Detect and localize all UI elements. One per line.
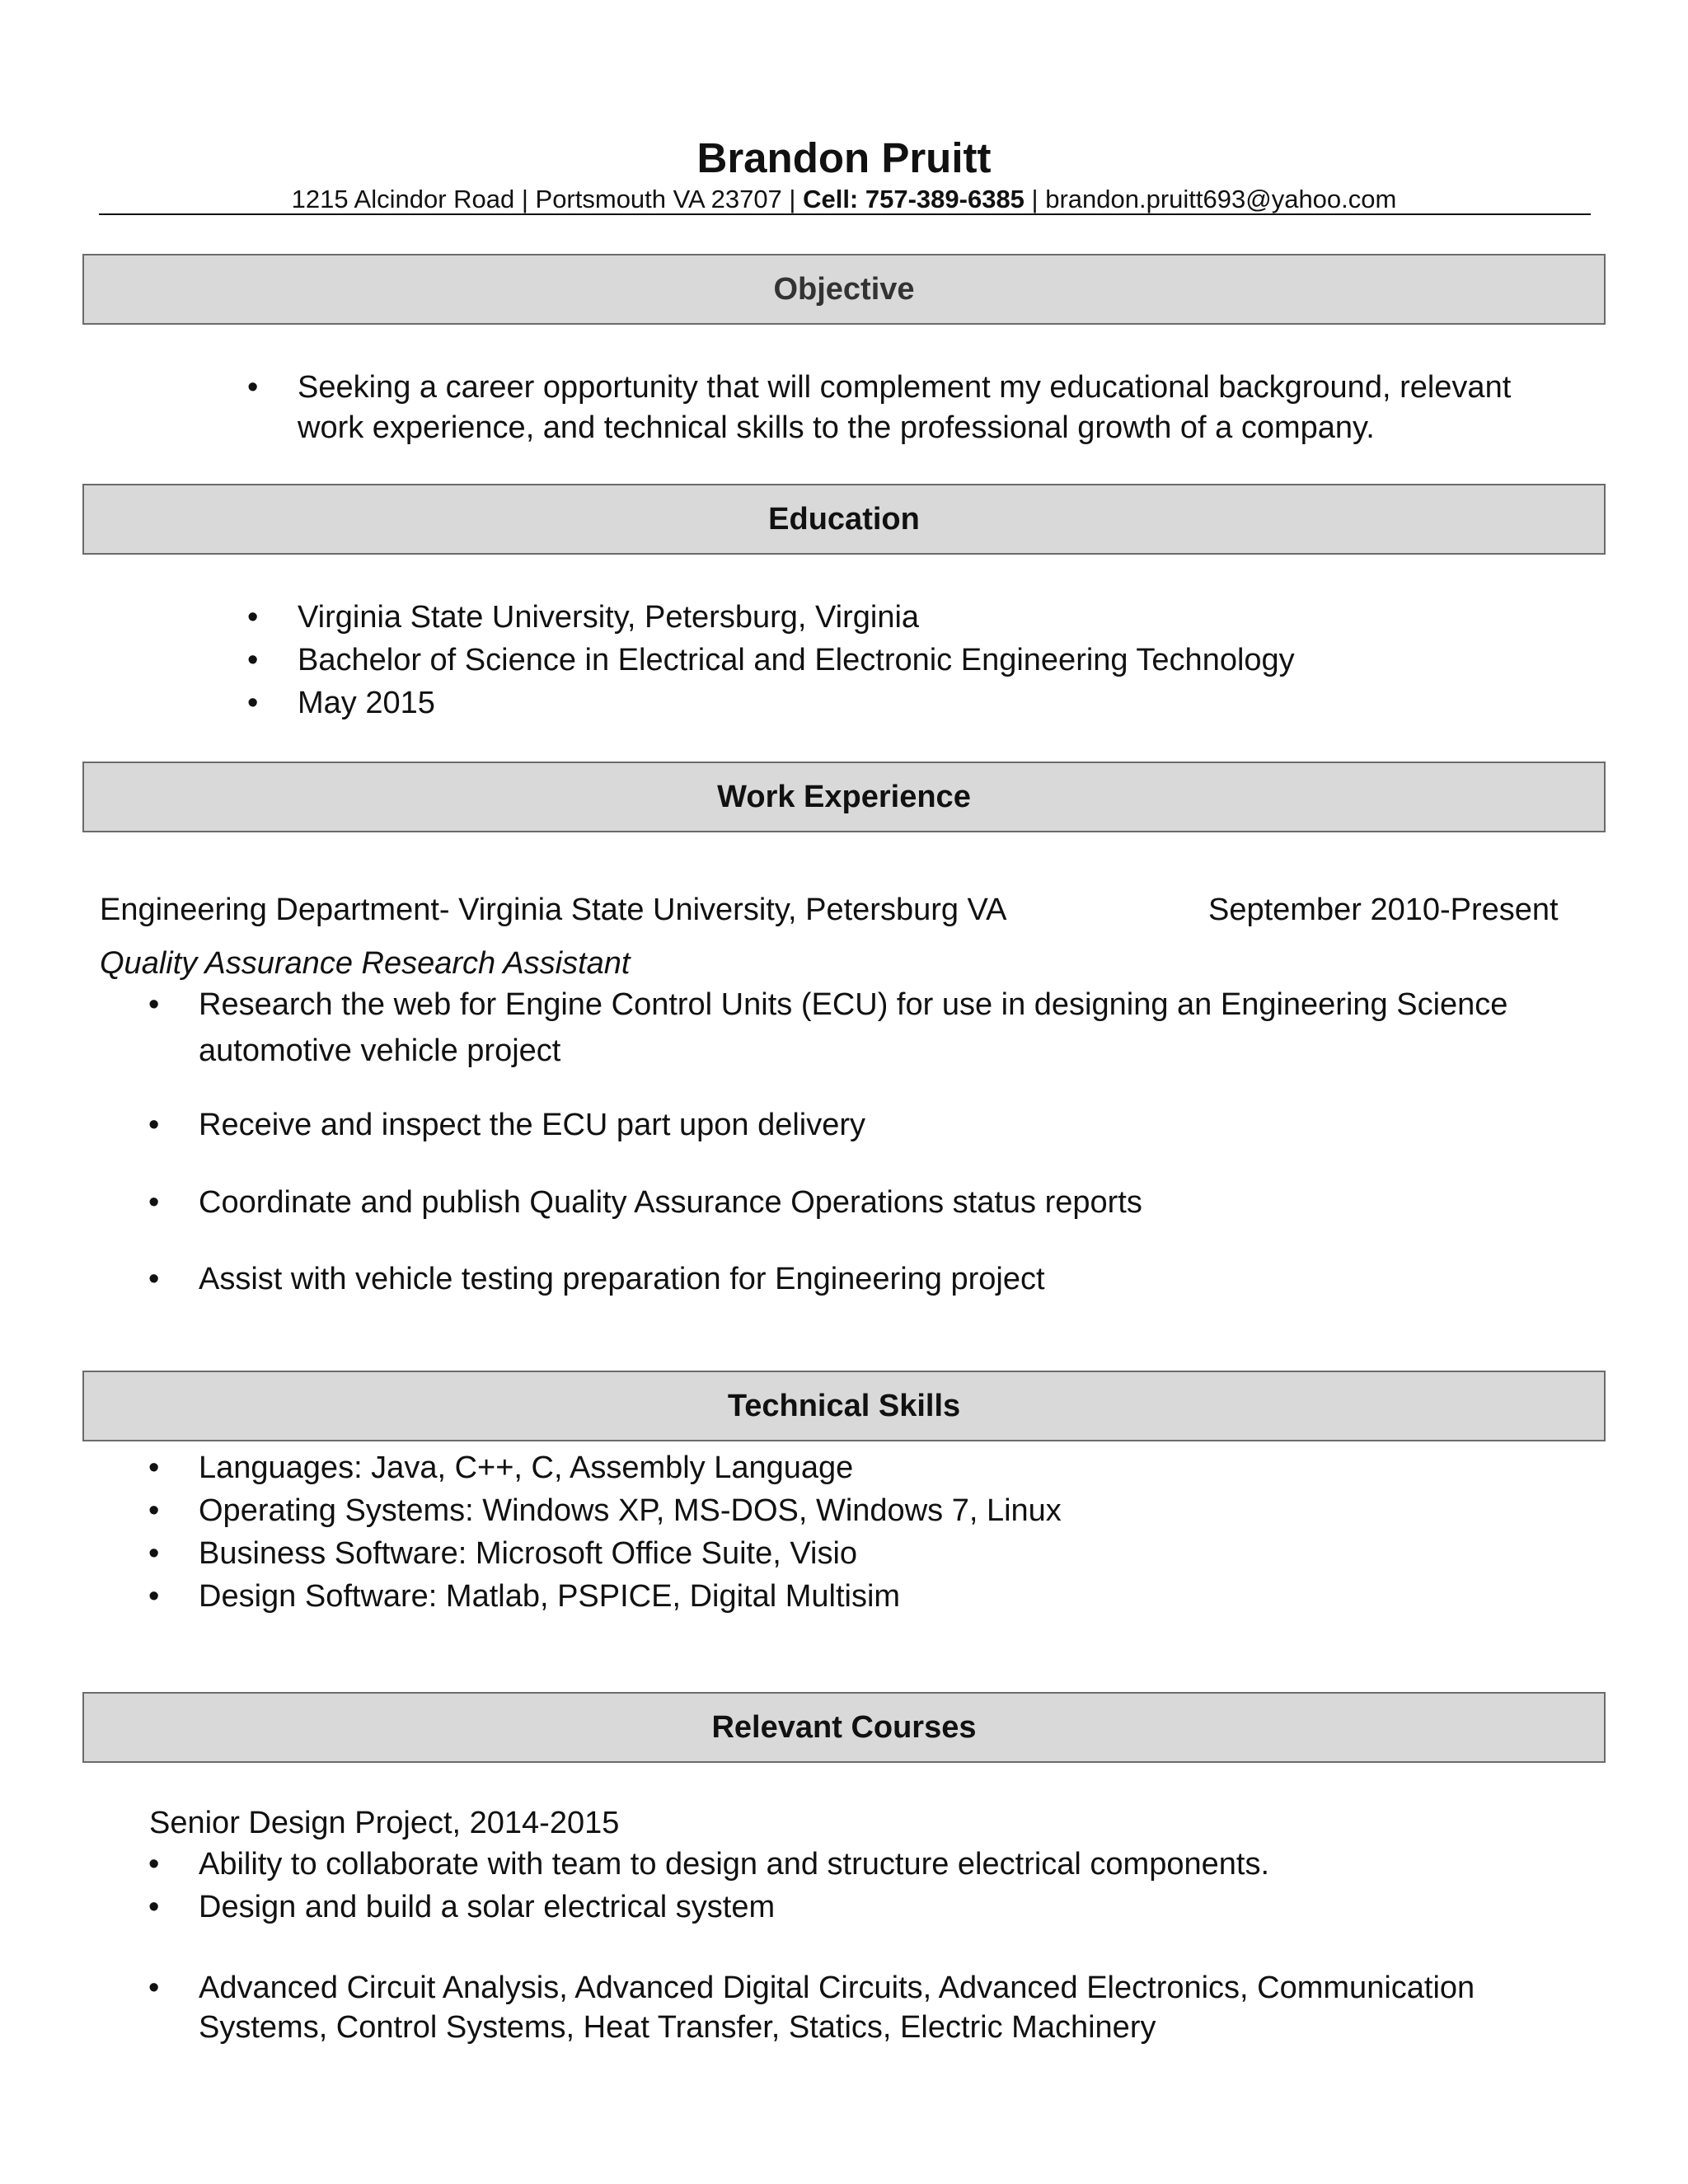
- skill-item: Design Software: Matlab, PSPICE, Digital Multisim: [199, 1579, 901, 1614]
- bullet-icon: •: [148, 1108, 160, 1142]
- bullet-icon: •: [247, 600, 259, 635]
- bullet-icon: •: [148, 1971, 160, 2005]
- contact-email: | brandon.pruitt693@yahoo.com: [1031, 185, 1397, 213]
- bullet-icon: •: [148, 1536, 160, 1571]
- section-header-objective: [82, 254, 1606, 325]
- section-title: Relevant Courses: [711, 1709, 977, 1745]
- course-list-line: Advanced Circuit Analysis, Advanced Digital Circuits, Advanced Electronics, Communication: [199, 1971, 1475, 2005]
- work-duty: Assist with vehicle testing preparation for Engineering project: [199, 1262, 1045, 1296]
- section-header-education: [82, 484, 1606, 555]
- bullet-icon: •: [247, 686, 259, 720]
- header-rule: [99, 213, 1591, 215]
- skill-item: Languages: Java, C++, C, Assembly Language: [199, 1451, 854, 1485]
- objective-text-line: Seeking a career opportunity that will complement my educational background, relevant: [298, 370, 1512, 405]
- bullet-icon: •: [148, 1847, 160, 1882]
- education-item: May 2015: [298, 686, 435, 720]
- bullet-icon: •: [247, 370, 259, 405]
- education-item: Bachelor of Science in Electrical and Electronic Engineering Technology: [298, 643, 1295, 677]
- resume-name: Brandon Pruitt: [696, 134, 992, 181]
- section-title: Work Experience: [717, 779, 971, 814]
- contact-cell: Cell: 757-389-6385: [795, 185, 1032, 213]
- work-duty-line: Research the web for Engine Control Units (ECU) for use in designing an Engineering Science: [199, 987, 1508, 1022]
- bullet-icon: •: [148, 987, 160, 1022]
- section-header-work-experience: [82, 762, 1606, 832]
- section-header-technical-skills: [82, 1371, 1606, 1441]
- bullet-icon: •: [148, 1579, 160, 1614]
- bullet-icon: •: [148, 1451, 160, 1485]
- course-list-line: Systems, Control Systems, Heat Transfer, Statics, Electric Machinery: [199, 2010, 1156, 2045]
- course-project-item: Design and build a solar electrical system: [199, 1890, 776, 1924]
- bullet-icon: •: [148, 1185, 160, 1220]
- section-header-relevant-courses: [82, 1692, 1606, 1763]
- section-title: Education: [768, 501, 920, 537]
- contact-address: 1215 Alcindor Road | Portsmouth VA 23707 |: [291, 185, 796, 213]
- course-project: Senior Design Project, 2014-2015: [149, 1806, 620, 1840]
- bullet-icon: •: [148, 1890, 160, 1924]
- bullet-icon: •: [148, 1493, 160, 1528]
- work-employer: Engineering Department- Virginia State University, Petersburg VA: [100, 893, 1007, 927]
- work-duty: Coordinate and publish Quality Assurance Operations status reports: [199, 1185, 1142, 1220]
- work-duty-line: automotive vehicle project: [199, 1033, 561, 1068]
- section-title: Technical Skills: [727, 1388, 961, 1423]
- objective-text-line: work experience, and technical skills to the professional growth of a company.: [298, 410, 1375, 445]
- education-item: Virginia State University, Petersburg, Virginia: [298, 600, 920, 635]
- bullet-icon: •: [148, 1262, 160, 1296]
- course-project-item: Ability to collaborate with team to design and structure electrical components.: [199, 1847, 1269, 1882]
- skill-item: Business Software: Microsoft Office Suite, Visio: [199, 1536, 858, 1571]
- work-duty: Receive and inspect the ECU part upon delivery: [199, 1108, 866, 1142]
- contact-line: [0, 184, 1688, 215]
- work-position: Quality Assurance Research Assistant: [100, 946, 631, 981]
- bullet-icon: •: [247, 643, 259, 677]
- work-dates: September 2010-Present: [1208, 893, 1559, 927]
- skill-item: Operating Systems: Windows XP, MS-DOS, Windows 7, Linux: [199, 1493, 1062, 1528]
- section-title: Objective: [773, 271, 915, 307]
